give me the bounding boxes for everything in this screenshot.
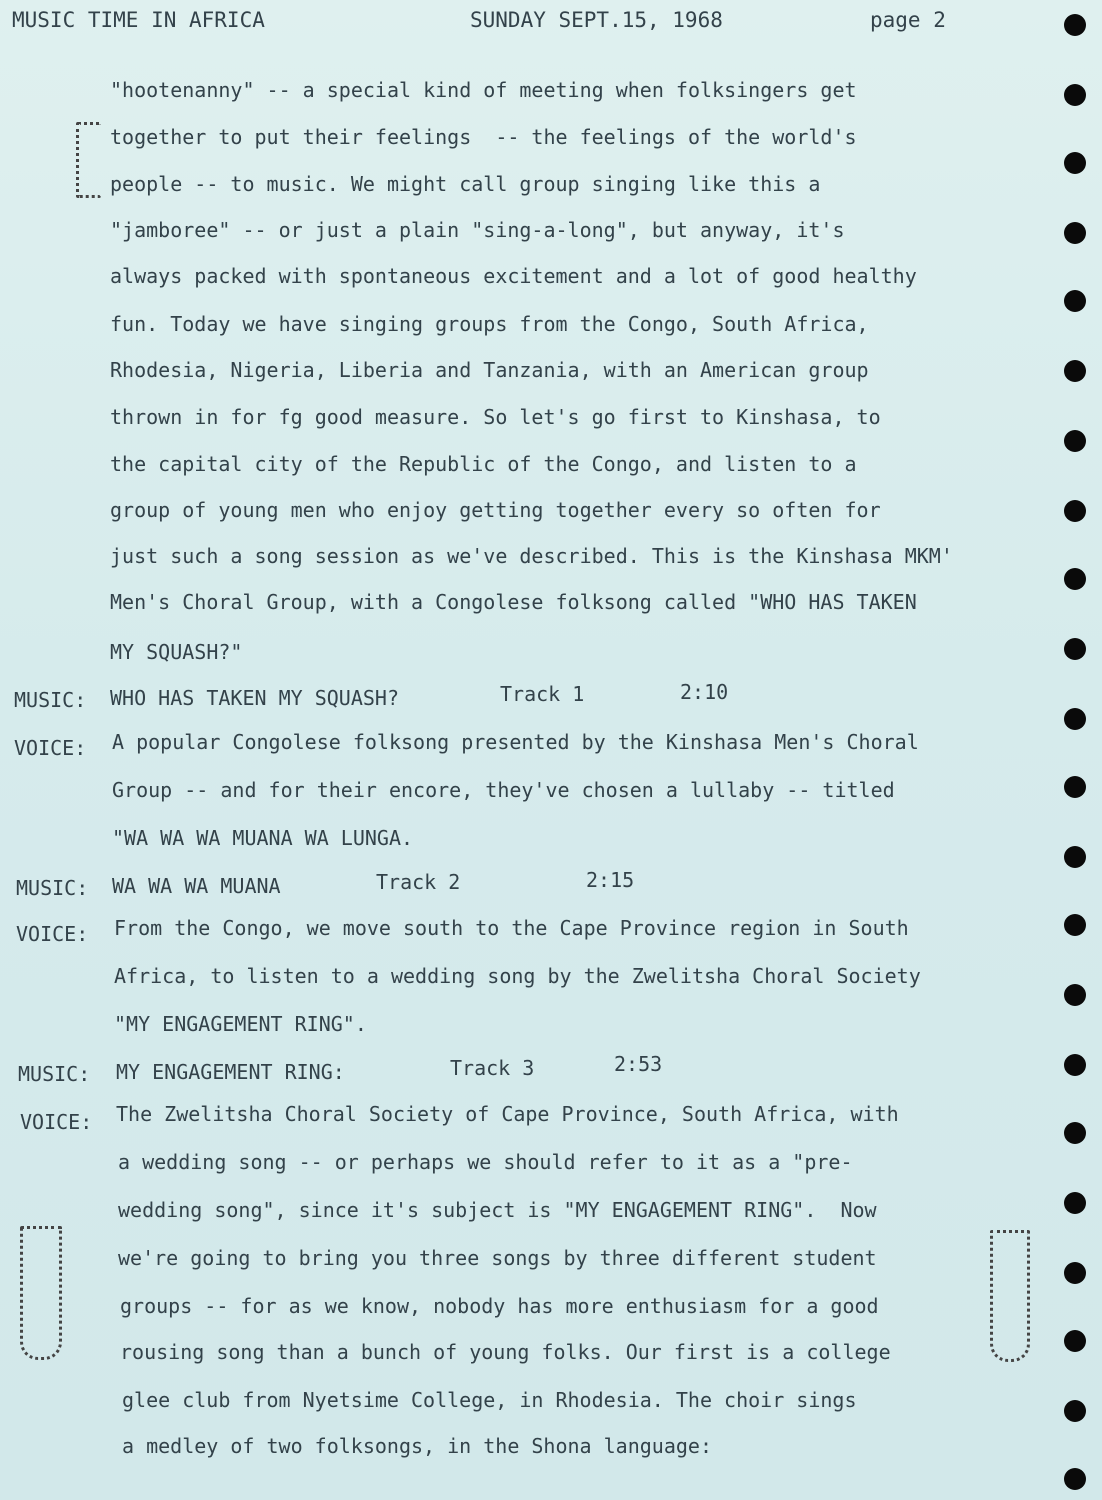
punch-hole	[1064, 430, 1086, 452]
text-line: a wedding song -- or perhaps we should refer to it as a "pre-	[118, 1150, 853, 1174]
punch-hole	[1064, 152, 1086, 174]
text-line: thrown in for fg good measure. So let's go first to Kinshasa, to	[110, 405, 881, 429]
punch-hole	[1064, 1400, 1086, 1422]
page-number: page 2	[870, 8, 946, 32]
dotted-bracket-mark	[20, 1226, 62, 1360]
voice-cue-label: VOICE:	[14, 736, 87, 760]
dotted-bracket-mark	[990, 1230, 1030, 1362]
music-cue-title: MY ENGAGEMENT RING:	[116, 1060, 345, 1084]
punch-hole	[1064, 1330, 1086, 1352]
punch-hole	[1064, 984, 1086, 1006]
text-line: the capital city of the Republic of the Congo, and listen to a	[110, 452, 857, 476]
punch-hole	[1064, 500, 1086, 522]
text-line: a medley of two folksongs, in the Shona language:	[122, 1434, 713, 1458]
music-cue-time: 2:15	[586, 868, 635, 892]
text-line: "WA WA WA MUANA WA LUNGA.	[112, 826, 414, 850]
punch-hole	[1064, 1468, 1086, 1490]
music-cue-label: MUSIC:	[16, 876, 89, 900]
punch-hole	[1064, 914, 1086, 936]
punch-hole	[1064, 638, 1086, 660]
punch-hole	[1064, 14, 1086, 36]
punch-hole	[1064, 84, 1086, 106]
text-line: MY SQUASH?"	[110, 640, 243, 664]
dotted-bracket-mark	[76, 122, 101, 198]
punch-hole	[1064, 360, 1086, 382]
punch-hole	[1064, 222, 1086, 244]
punch-hole	[1064, 846, 1086, 868]
voice-cue-label: VOICE:	[20, 1110, 93, 1134]
punch-hole	[1064, 1262, 1086, 1284]
text-line: just such a song session as we've described. This is the Kinshasa MKM'	[110, 544, 953, 568]
punch-hole	[1064, 290, 1086, 312]
text-line: glee club from Nyetsime College, in Rhodesia. The choir sings	[122, 1388, 857, 1412]
music-cue-label: MUSIC:	[14, 688, 87, 712]
music-cue-label: MUSIC:	[18, 1062, 91, 1086]
music-cue-track: Track 3	[450, 1056, 535, 1080]
broadcast-date: SUNDAY SEPT.15, 1968	[470, 8, 723, 32]
punch-hole	[1064, 708, 1086, 730]
music-cue-title: WA WA WA MUANA	[112, 874, 281, 898]
text-line: groups -- for as we know, nobody has more enthusiasm for a good	[120, 1294, 879, 1318]
voice-cue-label: VOICE:	[16, 922, 89, 946]
text-line: The Zwelitsha Choral Society of Cape Province, South Africa, with	[116, 1102, 899, 1126]
punch-hole	[1064, 568, 1086, 590]
text-line: fun. Today we have singing groups from the Congo, South Africa,	[110, 312, 869, 336]
text-line: group of young men who enjoy getting together every so often for	[110, 498, 881, 522]
text-line: Rhodesia, Nigeria, Liberia and Tanzania, with an American group	[110, 358, 869, 382]
text-line: "jamboree" -- or just a plain "sing-a-long", but anyway, it's	[110, 218, 845, 242]
punch-hole	[1064, 776, 1086, 798]
text-line: Men's Choral Group, with a Congolese folksong called "WHO HAS TAKEN	[110, 590, 917, 614]
text-line: wedding song", since it's subject is "MY ENGAGEMENT RING". Now	[118, 1198, 877, 1222]
music-cue-time: 2:10	[680, 680, 729, 704]
text-line: A popular Congolese folksong presented by the Kinshasa Men's Choral	[112, 730, 919, 754]
music-cue-title: WHO HAS TAKEN MY SQUASH?	[110, 686, 399, 710]
text-line: "MY ENGAGEMENT RING".	[114, 1012, 367, 1036]
text-line: Group -- and for their encore, they've chosen a lullaby -- titled	[112, 778, 895, 802]
punch-hole	[1064, 1192, 1086, 1214]
punch-hole	[1064, 1054, 1086, 1076]
text-line: people -- to music. We might call group singing like this a	[110, 172, 821, 196]
text-line: always packed with spontaneous excitement and a lot of good healthy	[110, 264, 917, 288]
text-line: we're going to bring you three songs by three different student	[118, 1246, 877, 1270]
text-line: "hootenanny" -- a special kind of meeting when folksingers get	[110, 78, 857, 102]
music-cue-time: 2:53	[614, 1052, 663, 1076]
punch-hole	[1064, 1122, 1086, 1144]
text-line: Africa, to listen to a wedding song by the Zwelitsha Choral Society	[114, 964, 921, 988]
text-line: From the Congo, we move south to the Cape Province region in South	[114, 916, 909, 940]
text-line: rousing song than a bunch of young folks. Our first is a college	[120, 1340, 891, 1364]
text-line: together to put their feelings -- the feelings of the world's	[110, 125, 857, 149]
program-title: MUSIC TIME IN AFRICA	[12, 8, 265, 32]
music-cue-track: Track 2	[376, 870, 461, 894]
music-cue-track: Track 1	[500, 682, 585, 706]
